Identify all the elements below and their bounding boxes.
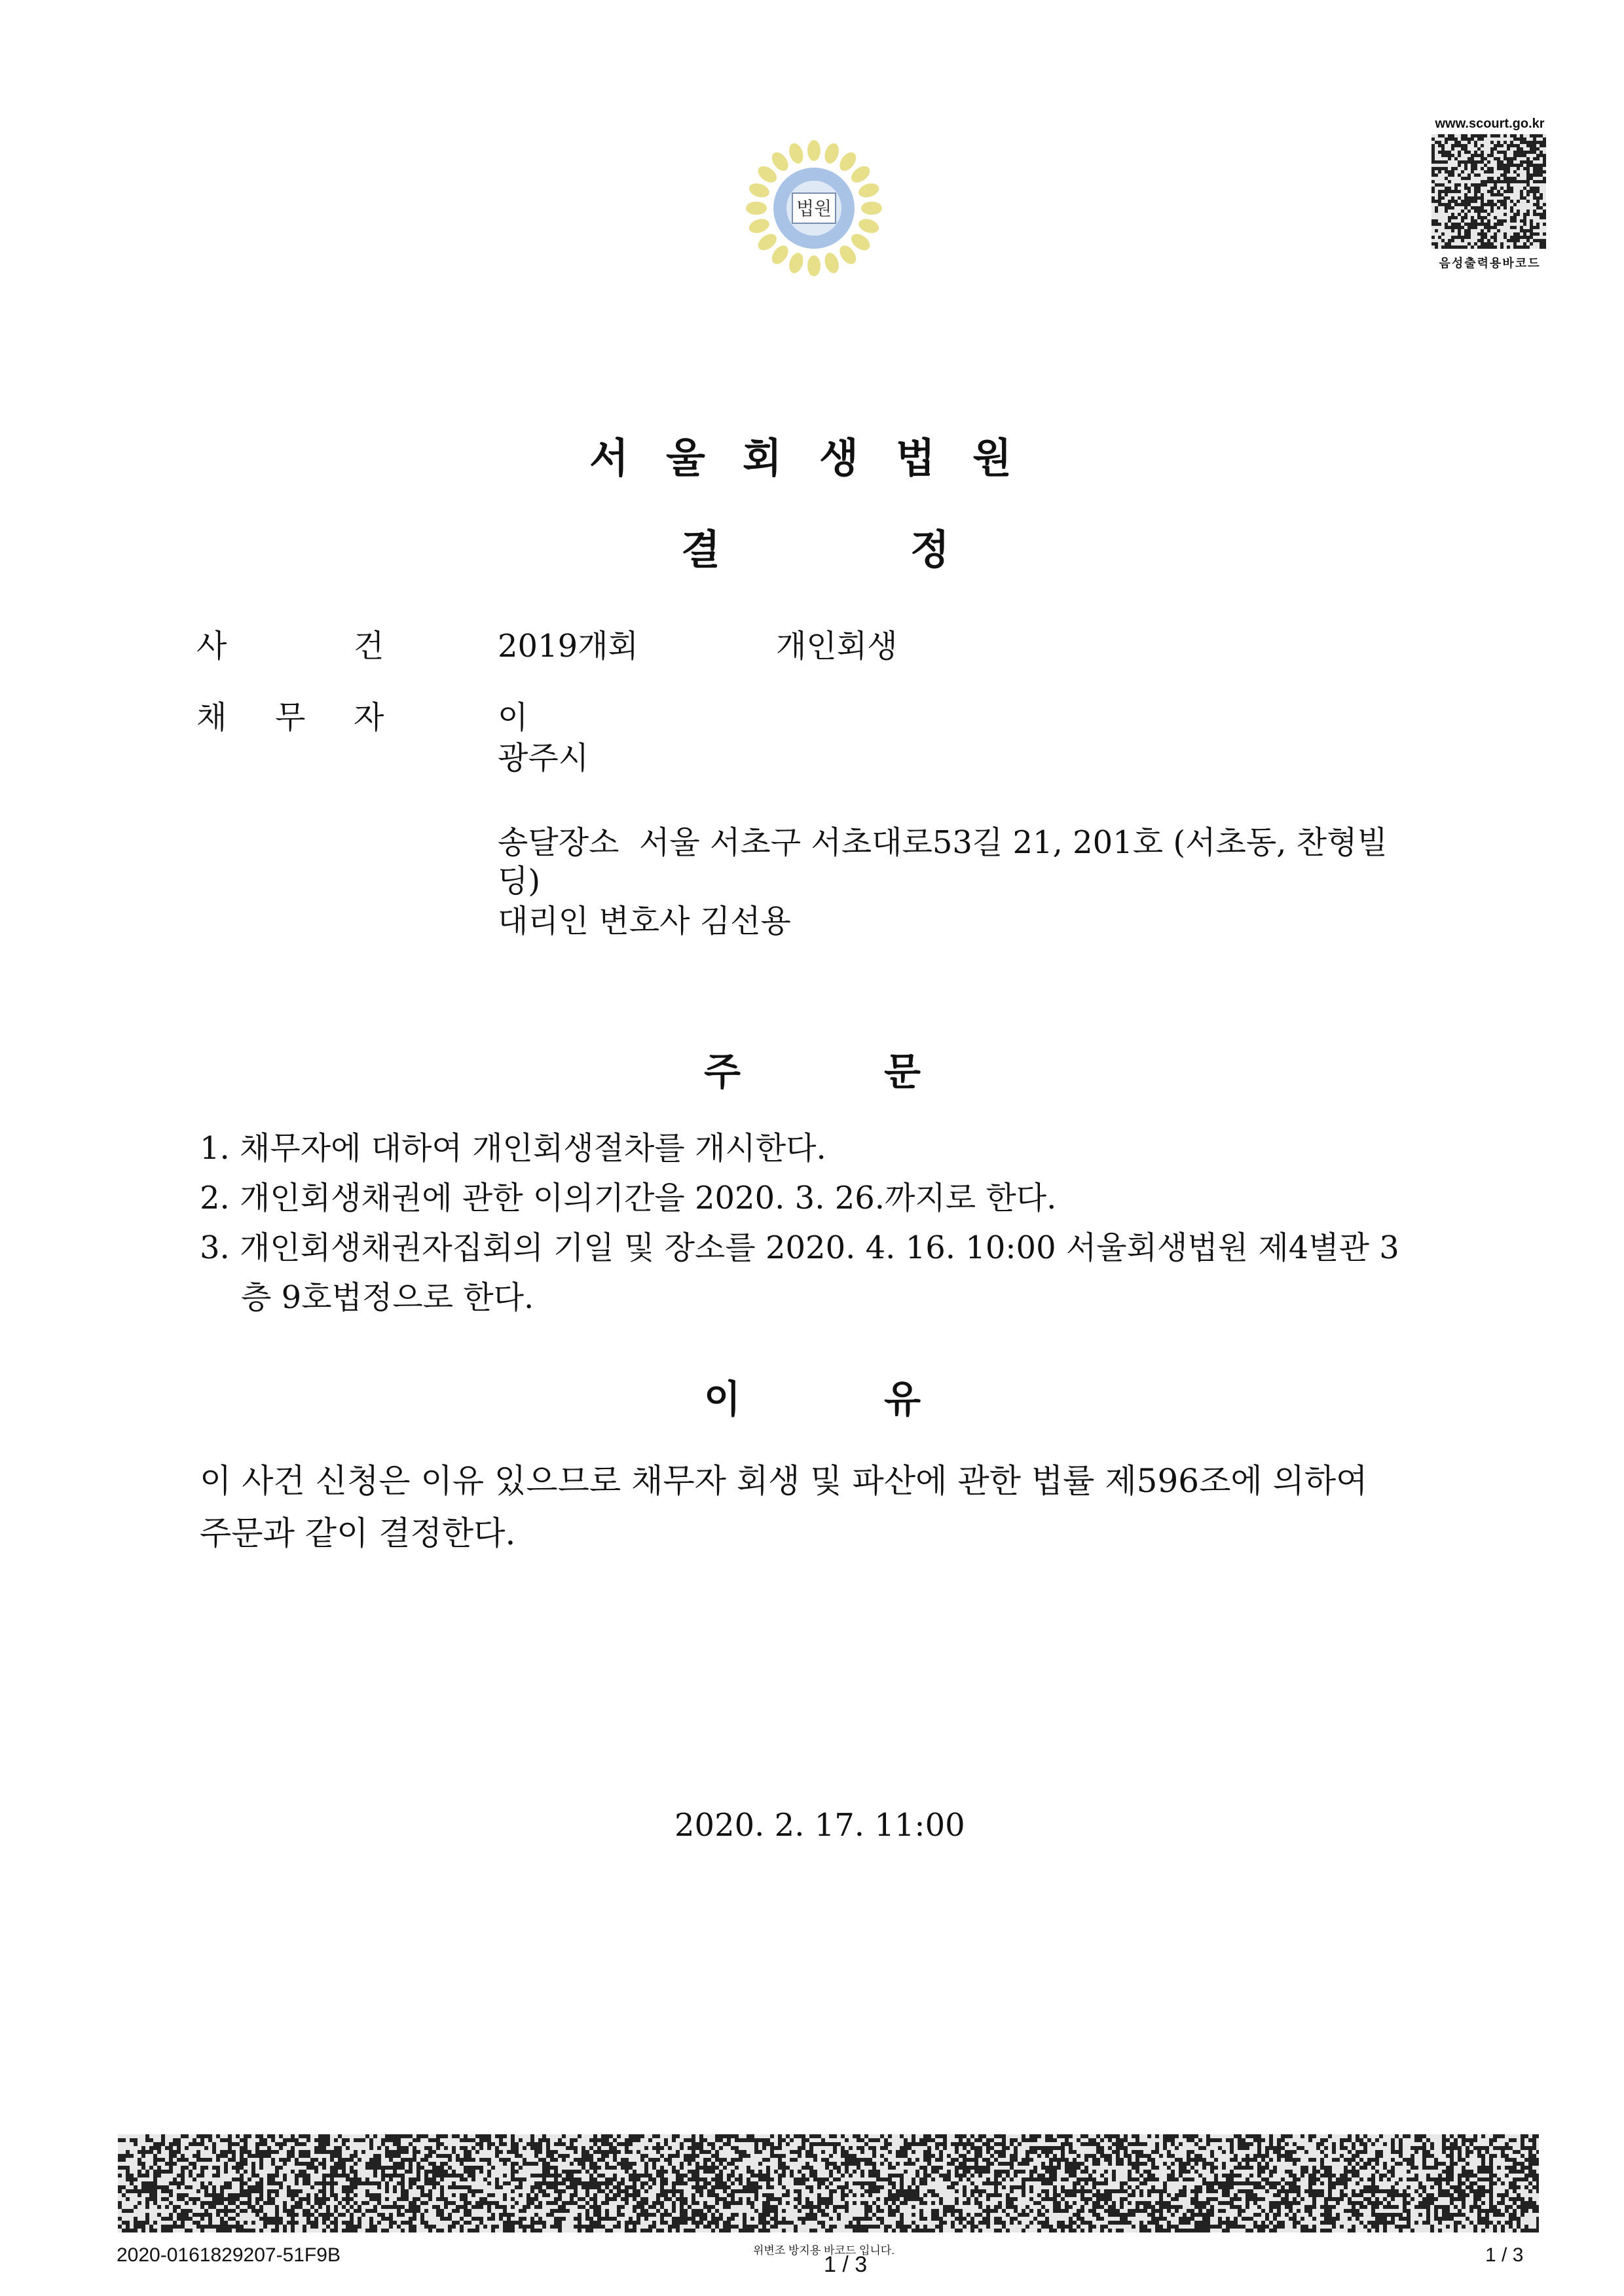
order-item-1: 1. 채무자에 대하여 개인회생절차를 개시한다. <box>200 1130 826 1167</box>
court-name-char: 원 <box>972 434 1012 482</box>
debtor-agent: 대리인 변호사 김선용 <box>498 903 791 939</box>
emblem-petal <box>786 251 805 275</box>
debtor-label-2: 무 <box>275 699 306 736</box>
court-name-char: 회 <box>743 434 782 482</box>
reason-title <box>589 1368 1048 1427</box>
emblem-petal <box>822 141 841 166</box>
page-number-right: 1 / 3 <box>1485 2244 1524 2266</box>
barcode-note: 위변조 방지용 바코드 입니다. <box>753 2244 895 2257</box>
order-title-char: 주 <box>704 1049 741 1094</box>
court-name <box>589 426 1048 484</box>
qr-code <box>1431 134 1546 249</box>
emblem-petal <box>861 202 882 215</box>
court-name-char: 생 <box>819 434 858 482</box>
case-type: 개인회생 <box>776 628 898 665</box>
emblem-petal <box>822 251 841 275</box>
debtor-label-3: 자 <box>354 699 384 736</box>
reason-line-1: 이 사건 신청은 이유 있으므로 채무자 회생 및 파산에 관한 법률 제596조에 의하여 <box>200 1462 1368 1500</box>
decision-date: 2020. 2. 17. 11:00 <box>674 1807 965 1844</box>
title-char: 결 <box>681 526 720 574</box>
order-title-char: 문 <box>884 1049 921 1094</box>
order-title <box>589 1041 1048 1100</box>
case-label-2: 건 <box>354 628 384 665</box>
emblem-petal <box>746 202 767 215</box>
reason-title-char: 유 <box>884 1377 921 1421</box>
court-name-char: 울 <box>666 434 705 482</box>
reason-line-2: 주문과 같이 결정한다. <box>200 1514 516 1552</box>
debtor-label-1: 채 <box>196 699 227 736</box>
order-item-3: 3. 개인회생채권자집회의 기일 및 장소를 2020. 4. 16. 10:00 서울회생법원 제4별관 3 <box>200 1230 1399 1266</box>
emblem-petal <box>857 181 881 200</box>
case-label-1: 사 <box>196 628 227 665</box>
case-number: 2019개회 <box>498 628 638 665</box>
emblem-petal <box>807 255 821 276</box>
qr-url: www.scourt.go.kr <box>1435 117 1545 131</box>
qr-caption: 음성출력용바코드 <box>1439 257 1541 270</box>
document-id: 2020-0161829207-51F9B <box>117 2244 341 2266</box>
emblem-petal <box>857 217 881 236</box>
service-place-line1: 송달장소 서울 서초구 서초대로53길 21, 201호 (서초동, 찬형빌 <box>498 824 1388 861</box>
page-number-center: 1 / 3 <box>824 2252 868 2277</box>
court-emblem <box>732 131 896 288</box>
court-name-char: 법 <box>896 434 935 482</box>
service-place-line2: 딩) <box>498 863 541 900</box>
order-item-2: 2. 개인회생채권에 관한 이의기간을 2020. 3. 26.까지로 한다. <box>200 1180 1057 1216</box>
emblem-petal <box>747 181 771 200</box>
debtor-address: 광주시 <box>498 740 589 776</box>
reason-title-char: 이 <box>704 1377 741 1421</box>
debtor-name: 이 <box>498 699 528 736</box>
order-item-3-cont: 층 9호법정으로 한다. <box>241 1279 534 1316</box>
title-char: 정 <box>910 526 950 574</box>
emblem-text: 법원 <box>796 198 832 219</box>
emblem-petal <box>807 140 821 161</box>
anti-forgery-barcode <box>118 2134 1539 2232</box>
emblem-petal <box>786 141 805 166</box>
court-name-char: 서 <box>589 434 629 482</box>
emblem-petal <box>747 217 771 236</box>
document-title <box>589 517 1048 576</box>
court-emblem-icon <box>732 131 896 288</box>
